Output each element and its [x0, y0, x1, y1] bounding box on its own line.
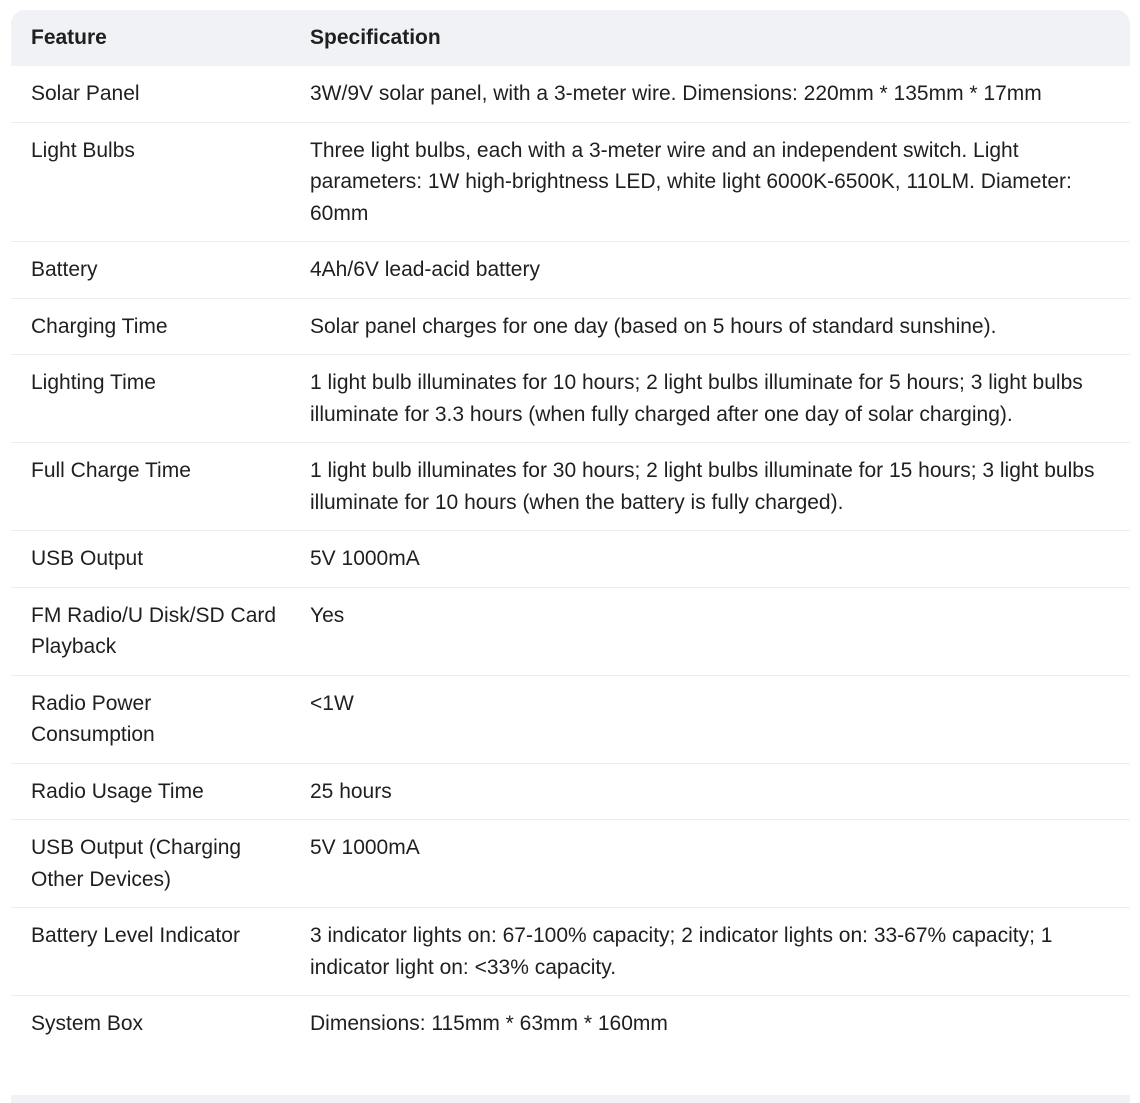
- table-row: [11, 531, 1130, 588]
- specification-cell: Three light bulbs, each with a 3-meter wire and an independent switch. Light parameters: 1W high-brightness LED, white light 6000K-6500K, 110LM. Diameter: 60mm: [290, 122, 1130, 242]
- spec-table: [11, 10, 1130, 1052]
- feature-cell: System Box: [31, 1012, 144, 1035]
- specification-cell: 4Ah/6V lead-acid battery: [290, 242, 1130, 299]
- specification-cell: 25 hours: [290, 763, 1130, 820]
- specification-cell: 5V 1000mA: [290, 820, 1130, 908]
- feature-cell: Radio Usage Time: [11, 763, 290, 820]
- feature-cell: USB Output (Charging Other Devices): [11, 820, 290, 908]
- feature-cell: Radio Power Consumption: [11, 675, 290, 763]
- feature-cell: Charging Time: [11, 298, 290, 355]
- specification-cell: 3 indicator lights on: 67-100% capacity; 2 indicator lights on: 33-67% capacity; 1 indicator light on: <33% capacity.: [290, 908, 1130, 996]
- table-row: [11, 820, 1130, 908]
- feature-cell: Full Charge Time: [11, 443, 290, 531]
- feature-cell: USB Output: [11, 531, 290, 588]
- table-row: [11, 242, 1130, 299]
- feature-cell: Solar Panel: [11, 66, 290, 122]
- specification-cell: 3W/9V solar panel, with a 3-meter wire. Dimensions: 220mm * 135mm * 17mm: [290, 66, 1130, 122]
- table-footer-strip: [11, 1095, 1130, 1103]
- specification-cell: 5V 1000mA: [290, 531, 1130, 588]
- table-row: [11, 996, 1130, 1052]
- table-row: [11, 587, 1130, 675]
- table-row: [11, 675, 1130, 763]
- header-feature: Feature: [11, 10, 290, 66]
- table-row: [11, 355, 1130, 443]
- table-row: [11, 122, 1130, 242]
- table-row: [11, 908, 1130, 996]
- header-specification: Specification: [290, 10, 1130, 66]
- header-row: [11, 10, 1130, 66]
- specification-cell: 1 light bulb illuminates for 10 hours; 2 light bulbs illuminate for 5 hours; 3 light bulbs illuminate for 3.3 hours (when fully charged after one day of solar charging).: [290, 355, 1130, 443]
- feature-cell: Battery Level Indicator: [11, 908, 290, 996]
- table-row: [11, 763, 1130, 820]
- feature-cell: Light Bulbs: [11, 122, 290, 242]
- feature-cell: FM Radio/U Disk/SD Card Playback: [11, 587, 290, 675]
- specification-cell: Dimensions: 115mm * 63mm * 160mm: [310, 1012, 668, 1035]
- feature-cell: Battery: [11, 242, 290, 299]
- table-row: [11, 443, 1130, 531]
- feature-cell: Lighting Time: [11, 355, 290, 443]
- table-row: [11, 298, 1130, 355]
- specification-cell: <1W: [290, 675, 1130, 763]
- table-row: [11, 66, 1130, 122]
- specification-cell: Solar panel charges for one day (based on 5 hours of standard sunshine).: [290, 298, 1130, 355]
- specification-cell: 1 light bulb illuminates for 30 hours; 2 light bulbs illuminate for 15 hours; 3 light bulbs illuminate for 10 hours (when the battery is fully charged).: [290, 443, 1130, 531]
- specification-cell: Yes: [290, 587, 1130, 675]
